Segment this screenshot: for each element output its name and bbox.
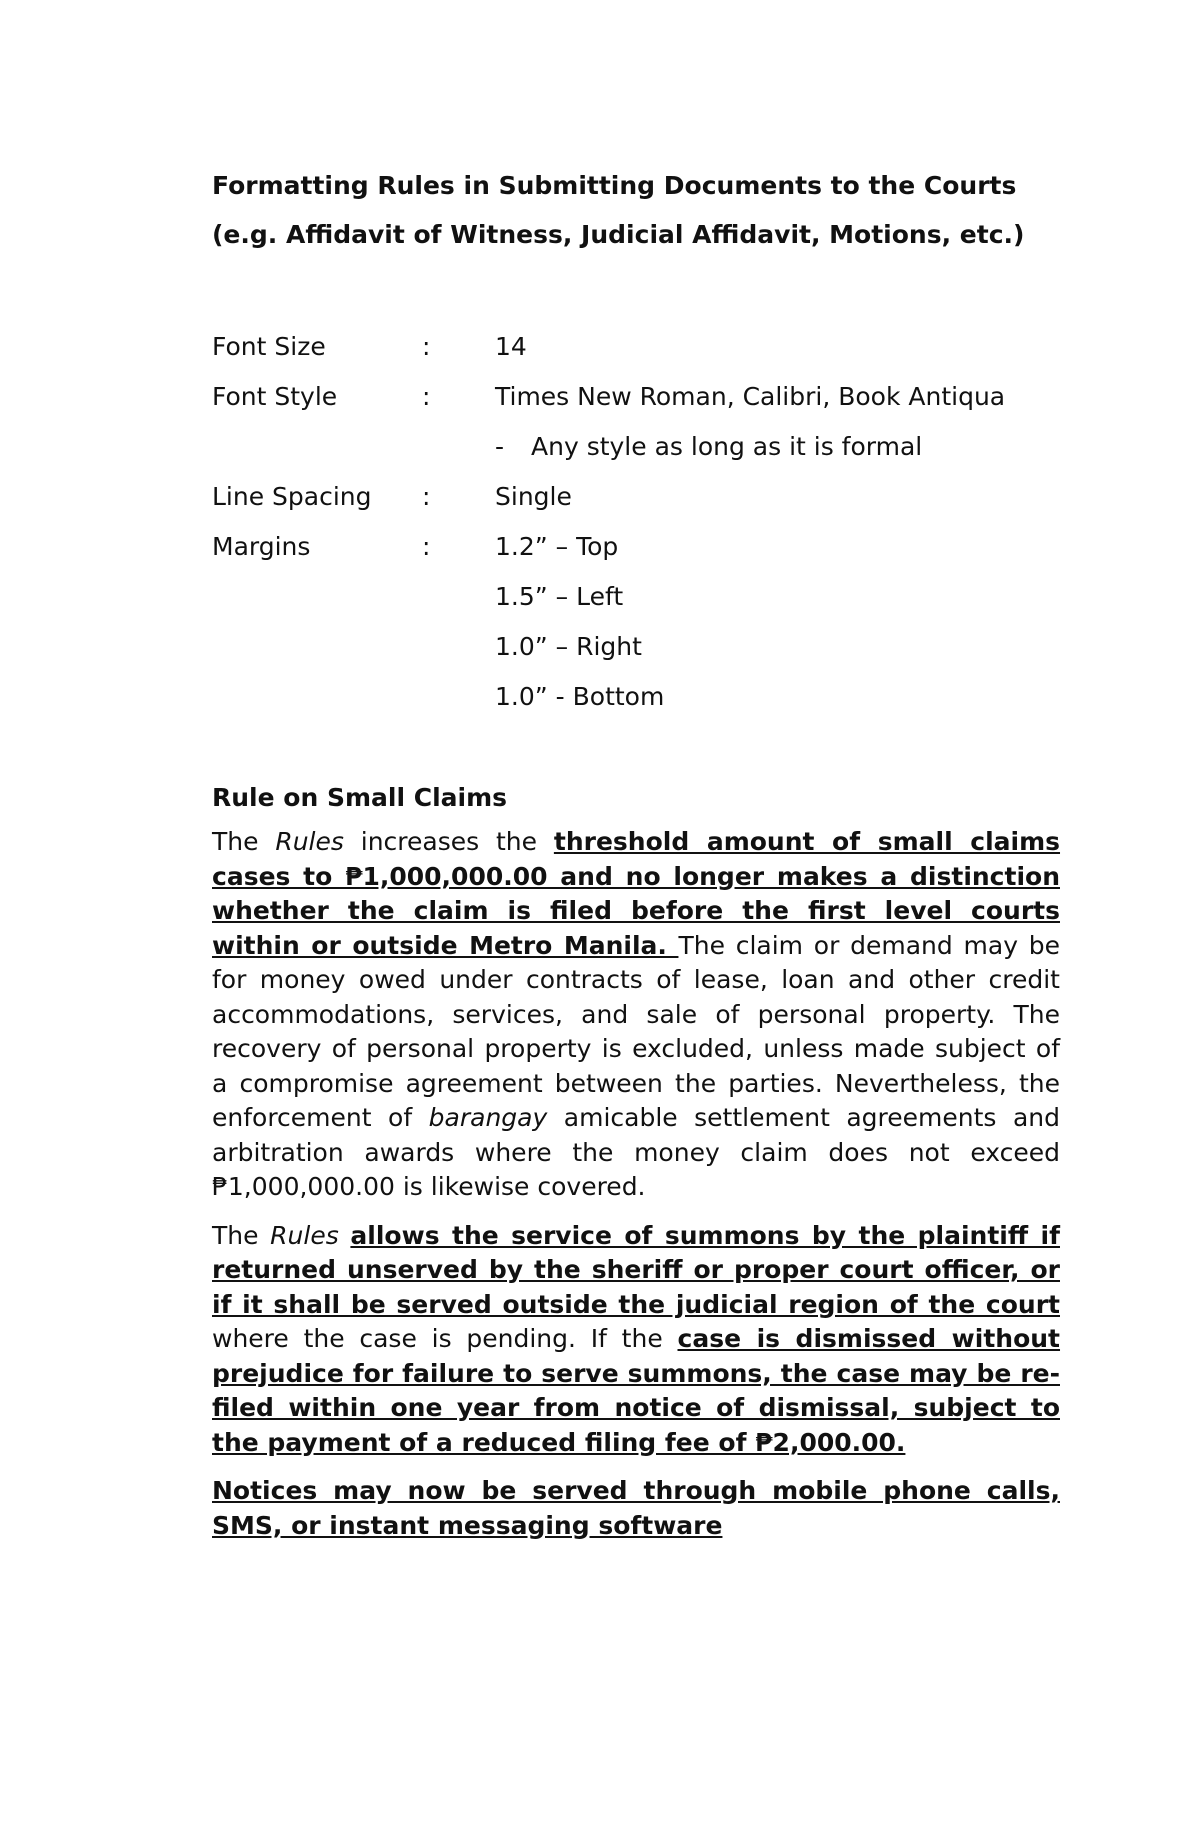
spec-value: 14 bbox=[495, 332, 527, 361]
spec-colon: : bbox=[422, 482, 431, 511]
spec-label: Margins bbox=[212, 532, 311, 561]
spec-row-margins-left bbox=[212, 582, 1060, 632]
text-run: where the case is pending. If the bbox=[212, 1324, 678, 1353]
text-run: The bbox=[212, 1220, 271, 1250]
margin-bottom-value: 1.0” - Bottom bbox=[495, 682, 665, 711]
emphasized-text: threshold amount of small claims cases to ₱1,000,000.00 and no longer makes a distinction whether the claim is filed before the first level courts within or outside Metro Manila. bbox=[212, 827, 1061, 960]
spec-row-margins-bottom bbox=[212, 682, 1060, 732]
spec-note-dash: - bbox=[495, 432, 505, 461]
spec-row-font-style bbox=[212, 382, 1060, 432]
spec-row-margins-right bbox=[212, 632, 1060, 682]
spec-note-text: Any style as long as it is formal bbox=[531, 432, 923, 461]
document-page bbox=[212, 168, 1060, 1557]
margin-top-value: 1.2” – Top bbox=[495, 532, 619, 561]
text-run: The claim or demand may be for money owed under contracts of lease, loan and other credit accommodations, services, and sale of personal property. The recovery of personal property is excluded, unless made subject of a compromise agreement between the parties. Nevertheless, the enforcement of bbox=[212, 930, 1060, 1132]
paragraph-small-claims-threshold bbox=[212, 825, 1060, 1205]
paragraph-summons bbox=[212, 1219, 1060, 1461]
spec-label: Font Style bbox=[212, 382, 338, 411]
margin-right-value: 1.0” – Right bbox=[495, 632, 642, 661]
spec-note bbox=[495, 432, 922, 462]
spec-label: Font Size bbox=[212, 332, 326, 361]
text-run: amicable settlement agreements and arbitration awards where the money claim does not exceed ₱1,000,000.00 is likewise covered. bbox=[212, 1103, 1060, 1201]
spec-row-font-style-note bbox=[212, 432, 1060, 482]
italic-rules: Rules bbox=[275, 827, 344, 856]
emphasized-text: Notices may now be served through mobile phone calls, SMS, or instant messaging software bbox=[212, 1476, 1060, 1540]
section-title: Rule on Small Claims bbox=[212, 783, 508, 812]
spec-row-margins bbox=[212, 532, 1060, 582]
spec-row-font-size bbox=[212, 332, 1060, 382]
spec-colon: : bbox=[422, 332, 431, 361]
emphasized-text: allows the service of summons by the plaintiff if returned unserved by the sheriff or proper court officer, or if it shall be served outside the judicial region of the court bbox=[212, 1220, 1060, 1319]
formatting-specs bbox=[212, 332, 1060, 732]
document-subtitle: (e.g. Affidavit of Witness, Judicial Affidavit, Motions, etc.) bbox=[212, 220, 1025, 249]
italic-barangay: barangay bbox=[428, 1103, 548, 1132]
spec-colon: : bbox=[422, 532, 431, 561]
emphasized-text: case is dismissed without prejudice for failure to serve summons, the case may be re-filed within one year from notice of dismissal, subject to the payment of a reduced filing fee of ₱2,000.00. bbox=[212, 1324, 1061, 1457]
spec-label: Line Spacing bbox=[212, 482, 372, 511]
spec-row-line-spacing bbox=[212, 482, 1060, 532]
text-run: The bbox=[212, 827, 276, 856]
document-title: Formatting Rules in Submitting Documents to the Courts bbox=[212, 171, 1017, 200]
spec-value: Single bbox=[495, 482, 572, 511]
italic-rules: Rules bbox=[270, 1220, 339, 1250]
paragraph-notices bbox=[212, 1474, 1060, 1543]
text-run bbox=[339, 1221, 351, 1250]
spec-value: Times New Roman, Calibri, Book Antiqua bbox=[495, 382, 1006, 411]
text-run: increases the bbox=[343, 827, 554, 856]
spec-colon: : bbox=[422, 382, 431, 411]
margin-left-value: 1.5” – Left bbox=[495, 582, 624, 611]
